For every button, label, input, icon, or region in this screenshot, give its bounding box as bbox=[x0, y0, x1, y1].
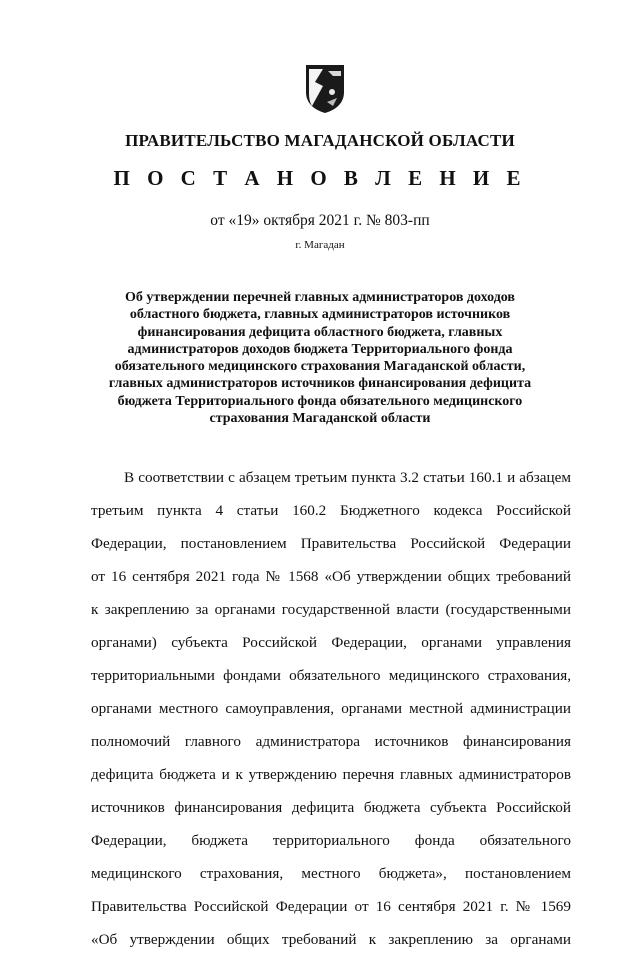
subject-line: бюджета Территориального фонда обязательного медицинского bbox=[117, 393, 523, 409]
document-subject bbox=[90, 289, 550, 427]
document-date-number: от «19» октября 2021 г. № 803-пп bbox=[210, 212, 430, 229]
subject-line: Об утверждении перечней главных администраторов доходов bbox=[125, 290, 515, 305]
body-line: полномочий главного администратора источников финансирования bbox=[91, 733, 571, 750]
document-type-heading: П О С Т А Н О В Л Е Н И Е bbox=[113, 166, 527, 190]
body-line: территориальными фондами обязательного медицинского страхования, bbox=[91, 667, 571, 684]
subject-line: администраторов доходов бюджета Территориального фонда bbox=[127, 341, 513, 357]
body-line: «Об утверждении общих требований к закреплению за органами bbox=[91, 931, 571, 948]
body-line: Федерации, бюджета территориального фонда обязательного bbox=[91, 832, 571, 849]
subject-line: областного бюджета, главных администраторов источников bbox=[129, 307, 511, 323]
body-line: органами) субъекта Российской Федерации, органами управления bbox=[91, 634, 571, 651]
body-line: органами местного самоуправления, органами местной администрации bbox=[91, 700, 571, 717]
body-line: Федерации, постановлением Правительства Российской Федерации bbox=[91, 535, 571, 552]
government-title: ПРАВИТЕЛЬСТВО МАГАДАНСКОЙ ОБЛАСТИ bbox=[125, 131, 515, 150]
body-line: к закреплению за органами государственной власти (государственными bbox=[91, 601, 571, 618]
body-line: от 16 сентября 2021 года № 1568 «Об утверждении общих требований bbox=[91, 568, 571, 585]
subject-line: главных администраторов источников финансирования дефицита bbox=[108, 376, 532, 392]
subject-line: обязательного медицинского страхования Магаданской области, bbox=[114, 359, 526, 375]
subject-line: страхования Магаданской области bbox=[209, 411, 431, 427]
subject-line: финансирования дефицита областного бюджета, главных bbox=[137, 324, 503, 340]
body-line: медицинского страхования, местного бюджета», постановлением bbox=[91, 865, 571, 882]
body-line: источников финансирования дефицита бюджета субъекта Российской bbox=[91, 799, 571, 816]
document-city: г. Магадан bbox=[295, 239, 345, 251]
document-body bbox=[91, 461, 571, 956]
body-line: Правительства Российской Федерации от 16 сентября 2021 г. № 1569 bbox=[91, 898, 571, 915]
body-line: дефицита бюджета и к утверждению перечня главных администраторов bbox=[91, 766, 571, 783]
magadan-coat-of-arms-icon bbox=[303, 62, 347, 114]
body-line: третьим пункта 4 статьи 160.2 Бюджетного кодекса Российской bbox=[91, 502, 571, 519]
body-line: В соответствии с абзацем третьим пункта 3.2 статьи 160.1 и абзацем bbox=[124, 469, 571, 486]
